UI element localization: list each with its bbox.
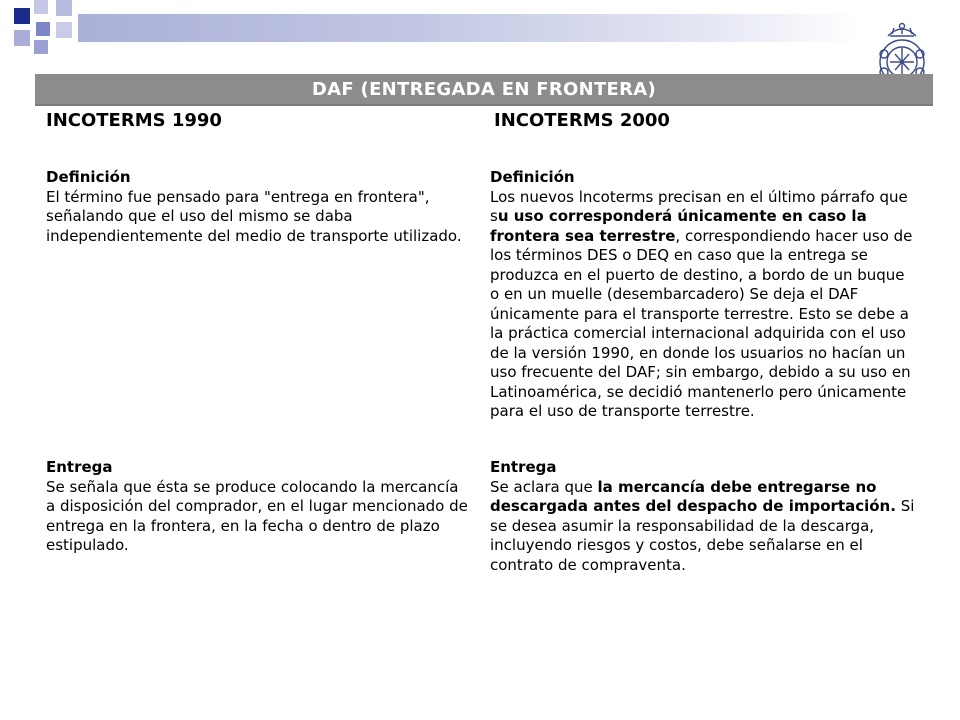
column-heading-1990: INCOTERMS 1990 [46,110,222,131]
left-definicion-text: El término fue pensado para "entrega en frontera", señalando que el uso del mismo se daba independientemente del medio de transporte utilizado. [46,187,462,245]
left-entrega-heading: Entrega [46,458,113,476]
right-definicion-text [490,188,915,422]
left-definicion-block [46,168,471,246]
right-entrega-text-bold: la mercancía debe entregarse no descargada antes del despacho de importación. [490,477,896,515]
title-bar [35,74,933,106]
right-entrega-block [490,458,915,575]
decor-square [34,40,48,54]
right-definicion-text-post: , correspondiendo hacer uso de los términos DES o DEQ en caso que la entrega se produzca en el puerto de destino, a bordo de un buque o en un muelle (desembarcadero) Se deja el DAF únicamente para el transporte terrestre. Esto se debe a la práctica comercial internacional adquirida con el uso de la versión 1990, en donde los usuarios no hacían un uso frecuente del DAF; sin embargo, debido a su uso en Latinoamérica, se decidió mantenerlo pero únicamente para el uso de transporte terrestre. [490,226,913,420]
page-title: DAF (ENTREGADA EN FRONTERA) [311,78,657,100]
right-entrega-heading: Entrega [490,458,557,476]
decor-square [36,22,50,36]
decor-square [56,0,72,16]
right-entrega-text-pre: Se aclara que [490,477,598,496]
right-entrega-text [490,478,915,576]
decor-square [14,30,30,46]
column-heading-2000: INCOTERMS 2000 [494,110,670,131]
right-definicion-text-pre: Los nuevos lncoterms precisan en el último párrafo que s [490,187,908,225]
header-gradient-bar [78,14,860,42]
decor-square [56,22,72,38]
right-entrega-text-post: Si se desea asumir la responsabilidad de la descarga, incluyendo riesgos y costos, debe señalarse en el contrato de compraventa. [490,497,915,574]
right-definicion-text-bold: u uso corresponderá únicamente en caso la frontera sea terrestre [490,207,867,245]
left-entrega-block [46,458,471,556]
left-entrega-text: Se señala que ésta se produce colocando la mercancía a disposición del comprador, en el lugar mencionado de entrega en la frontera, en la fecha o dentro de plazo estipulado. [46,477,468,554]
right-definicion-block [490,168,915,422]
decor-square [34,0,48,14]
decor-square [14,8,30,24]
left-definicion-heading: Definición [46,168,131,186]
right-definicion-heading: Definición [490,168,575,186]
